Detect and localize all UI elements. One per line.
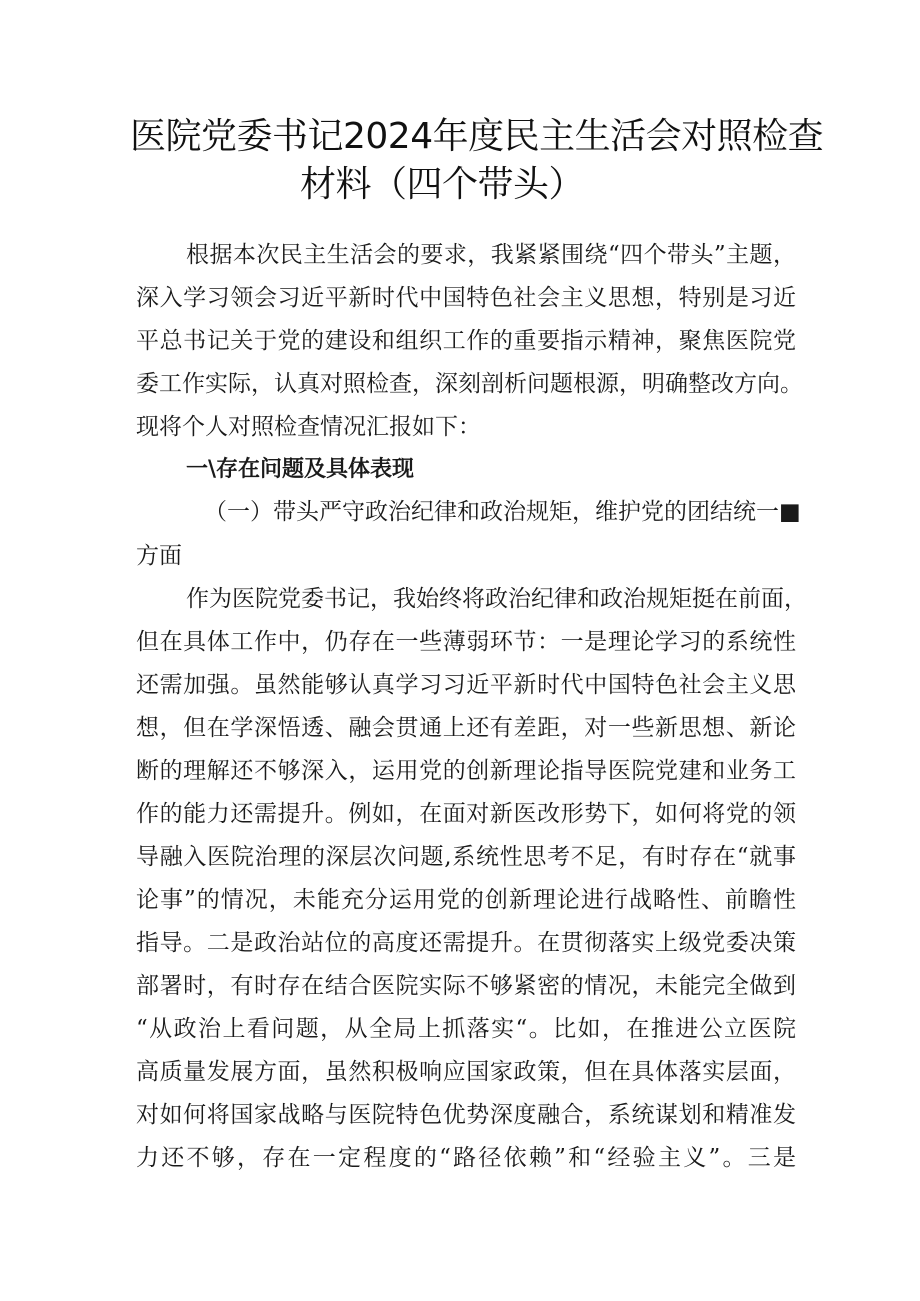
- body-line: 作的能力还需提升。例如，在面对新医改形势下，如何将党的领: [136, 801, 796, 827]
- body-line: 指导。二是政治站位的高度还需提升。在贯彻落实上级党委决策: [136, 930, 796, 956]
- body-line: 部署时，有时存在结合医院实际不够紧密的情况，未能完全做到: [136, 973, 796, 999]
- document-title-line-1: 医院党委书记2024年度民主生活会对照检查: [130, 116, 824, 157]
- subsection-heading-continued: 方面: [136, 543, 182, 569]
- intro-line: 平总书记关于党的建设和组织工作的重要指示精神，聚焦医院党: [136, 328, 796, 354]
- body-line: 还需加强。虽然能够认真学习习近平新时代中国特色社会主义思: [136, 672, 796, 698]
- body-line: 想，但在学深悟透、融会贯通上还有差距，对一些新思想、新论: [136, 715, 796, 741]
- intro-line: 委工作实际，认真对照检查，深刻剖析问题根源，明确整改方向。: [136, 371, 803, 397]
- intro-line: 深入学习领会习近平新时代中国特色社会主义思想，特别是习近: [136, 285, 796, 311]
- body-line: 高质量发展方面，虽然积极响应国家政策，但在具体落实层面，: [136, 1059, 796, 1085]
- body-line: 导融入医院治理的深层次问题,系统性思考不足，有时存在“就事: [136, 844, 796, 870]
- intro-line: 根据本次民主生活会的要求，我紧紧围绕“四个带头”主题，: [186, 242, 796, 268]
- document-title-line-2: 材料（四个带头）: [300, 164, 585, 205]
- body-line: 论事”的情况，未能充分运用党的创新理论进行战略性、前瞻性: [136, 887, 796, 913]
- body-line: “从政治上看问题，从全局上抓落实“。比如，在推进公立医院: [136, 1016, 796, 1042]
- body-line: 对如何将国家战略与医院特色优势深度融合，系统谋划和精准发: [136, 1102, 796, 1128]
- body-line: 但在具体工作中，仍存在一些薄弱环节：一是理论学习的系统性: [136, 629, 796, 655]
- body-line: 作为医院党委书记，我始终将政治纪律和政治规矩挺在前面，: [186, 586, 807, 612]
- body-line: 断的理解还不够深入，运用党的创新理论指导医院党建和业务工: [136, 758, 796, 784]
- intro-line: 现将个人对照检查情况汇报如下：: [136, 414, 481, 440]
- subsection-heading: （一）带头严守政治纪律和政治规矩，维护党的团结统一■: [204, 499, 801, 525]
- section-heading: 一\存在问题及具体表现: [186, 457, 415, 482]
- body-line: 力还不够，存在一定程度的“路径依赖”和“经验主义”。三是: [136, 1145, 796, 1171]
